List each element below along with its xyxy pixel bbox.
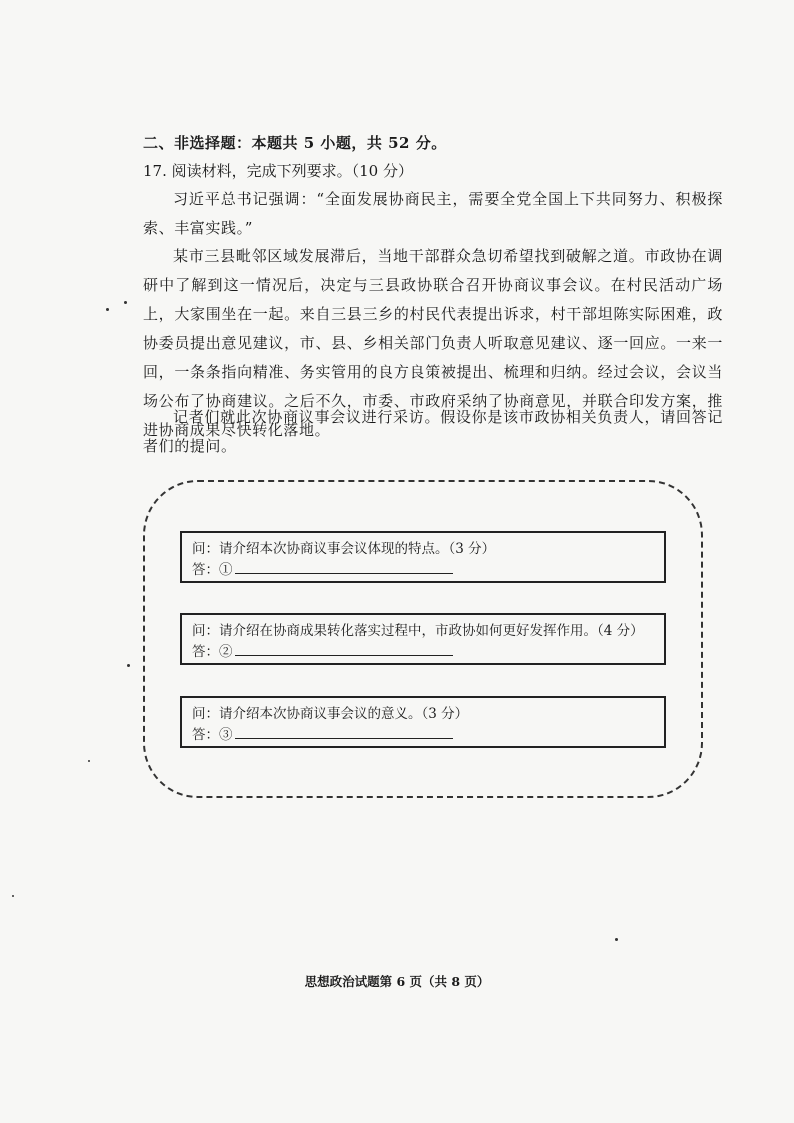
answer-prefix-1: 答：① [192, 562, 233, 578]
scan-speck [124, 301, 127, 304]
material-paragraph-3: 记者们就此次协商议事会议进行采访。假设你是该市政协相关负责人，请回答记者们的提问。 [143, 408, 723, 455]
material-paragraph-2: 某市三县毗邻区域发展滞后，当地干部群众急切希望找到破解之道。市政协在调研中了解到这一情况后，决定与三县政协联合召开协商议事会议。在村民活动广场上，大家围坐在一起。来自三县三乡的村民代表提出诉求，村干部坦陈实际困难，政协委员提出意见建议，市、县、乡相关部门负责人听取意见建议、逐一回应。一来一回，一条条指向精准、务实管用的良方良策被提出、梳理和归纳。经过会议，会议当场公布了协商建议。之后不久，市委、市政府采纳了协商意见，并联合印发方案，推进协商成果尽快转化落地。 [143, 247, 723, 439]
interview-box-1 [180, 531, 666, 583]
answer-prefix-3: 答：③ [192, 727, 233, 743]
answer-line-1[interactable] [235, 559, 453, 574]
answer-line-3[interactable] [235, 724, 453, 739]
scan-speck [615, 938, 618, 941]
scan-speck [127, 664, 130, 667]
answer-line-2[interactable] [235, 641, 453, 656]
scan-speck [106, 308, 109, 311]
interview-box-3 [180, 696, 666, 748]
interview-question-2: 问：请介绍在协商成果转化落实过程中，市政协如何更好发挥作用。（4 分） [192, 623, 644, 639]
answer-prefix-2: 答：② [192, 644, 233, 660]
material-paragraph-1: 习近平总书记强调：“全面发展协商民主，需要全党全国上下共同努力、积极探索、丰富实践。” [143, 190, 723, 237]
page-footer: 思想政治试题第 6 页（共 8 页） [304, 974, 490, 989]
interview-question-3: 问：请介绍本次协商议事会议的意义。（3 分） [192, 706, 469, 722]
scan-speck [12, 895, 14, 897]
interview-box-2 [180, 613, 666, 665]
interview-question-1: 问：请介绍本次协商议事会议体现的特点。（3 分） [192, 541, 496, 557]
scan-speck [88, 760, 90, 762]
section-heading: 二、非选择题：本题共 5 小题，共 52 分。 [143, 134, 447, 152]
question-title: 17. 阅读材料，完成下列要求。（10 分） [143, 162, 413, 180]
